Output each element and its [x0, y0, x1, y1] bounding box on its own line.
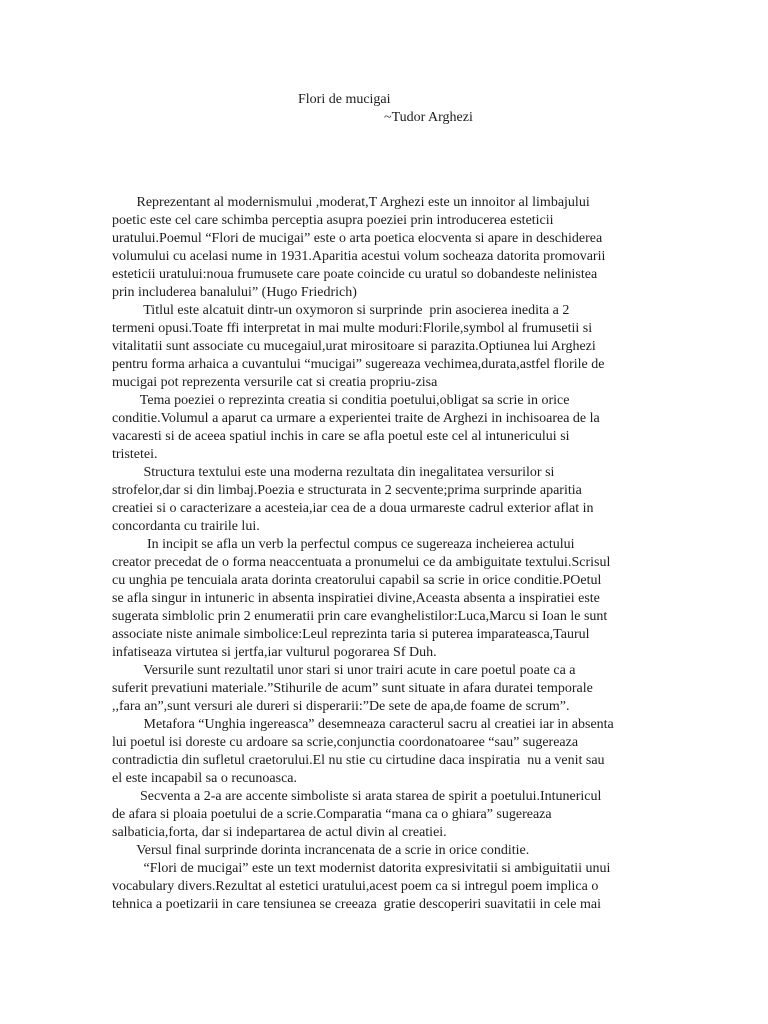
text-line: lui poetul isi doreste cu ardoare sa scrie,conjunctia coordonatoaree “sau” sugereaza: [112, 735, 579, 750]
text-line: cu unghia pe tencuiala arata dorinta creatorului capabil sa scrie in orice conditie.POetul: [112, 573, 602, 588]
text-line: In incipit se afla un verb la perfectul compus ce sugereaza incheierea actului: [112, 537, 575, 552]
text-line: ,,fara an”,sunt versuri ale dureri si disperarii:”De sete de apa,de foame de scrum”.: [112, 699, 570, 714]
text-line: Secventa a 2-a are accente simboliste si arata starea de spirit a poetului.Intunericul: [112, 789, 602, 804]
text-line: mucigai pot reprezenta versurile cat si creatia propriu-zisa: [112, 375, 438, 390]
text-line: termeni opusi.Toate ffi interpretat in mai multe moduri:Florile,symbol al frumusetii si: [112, 321, 593, 336]
document-body: [112, 194, 656, 914]
text-line: concordanta cu trairile lui.: [112, 519, 260, 534]
text-line: vocabulary divers.Rezultat al estetici uratului,acest poem ca si intregul poem implica o: [112, 879, 599, 894]
text-line: Metafora “Unghia ingereasca” desemneaza caracterul sacru al creatiei iar in absenta: [112, 717, 614, 732]
text-line: tristetei.: [112, 447, 158, 462]
text-line: uratului.Poemul “Flori de mucigai” este o arta poetica elocventa si apare in deschiderea: [112, 231, 603, 246]
text-line: “Flori de mucigai” este un text modernist datorita expresivitatii si ambiguitatii unui: [112, 861, 611, 876]
text-line: vacaresti si de aceea spatiul inchis in care se afla poetul este cel al intunericului si: [112, 429, 570, 444]
text-line: infatiseaza virtutea si jertfa,iar vulturul pogorarea Sf Duh.: [112, 645, 437, 660]
text-line: sugerata simblolic prin 2 enumeratii prin care evanghelistilor:Luca,Marcu si Ioan le sunt: [112, 609, 608, 624]
text-line: de afara si ploaia poetului de a scrie.Comparatia “mana ca o ghiara” sugereaza: [112, 807, 552, 822]
text-line: creatiei si o caracterizare a acesteia,iar cea de a doua urmareste cadrul exterior aflat in: [112, 501, 594, 516]
text-line: Tema poeziei o reprezinta creatia si conditia poetului,obligat sa scrie in orice: [112, 393, 570, 408]
text-line: se afla singur in intuneric in absenta inspiratiei divine,Aceasta absenta a inspiratiei este: [112, 591, 600, 606]
text-line: Versul final surprinde dorinta incrancenata de a scrie in orice conditie.: [112, 843, 530, 858]
text-line: esteticii uratului:noua frumusete care poate coincide cu uratul so dobandeste nelinistea: [112, 267, 598, 282]
text-line: Titlul este alcatuit dintr-un oxymoron si surprinde prin asocierea inedita a 2: [112, 303, 570, 318]
text-line: volumului cu acelasi nume in 1931.Aparitia acestui volum socheaza datorita promovarii: [112, 249, 606, 264]
text-line: Versurile sunt rezultatil unor stari si unor trairi acute in care poetul poate ca a: [112, 663, 576, 678]
text-line: Reprezentant al modernismului ,moderat,T Arghezi este un innoitor al limbajului: [112, 195, 590, 210]
text-line: poetic este cel care schimba perceptia asupra poeziei prin introducerea esteticii: [112, 213, 554, 228]
text-line: prin includerea banalului” (Hugo Friedrich): [112, 285, 357, 300]
text-line: conditie.Volumul a aparut ca urmare a experientei traite de Arghezi in inchisoarea de la: [112, 411, 600, 426]
text-line: associate niste animale simbolice:Leul reprezinta taria si puterea imparateasca,Taurul: [112, 627, 590, 642]
document-title: Flori de mucigai: [298, 92, 391, 107]
text-line: creator precedat de o forma neaccentuata a pronumelui ce da ambiguitate textului.Scrisul: [112, 555, 611, 570]
document-author: ~Tudor Arghezi: [384, 110, 473, 125]
text-line: salbaticia,forta, dar si indepartarea de actul divin al creatiei.: [112, 825, 447, 840]
text-line: Structura textului este una moderna rezultata din inegalitatea versurilor si: [112, 465, 555, 480]
text-line: pentru forma arhaica a cuvantului “mucigai” sugereaza vechimea,durata,astfel florile de: [112, 357, 605, 372]
text-line: tehnica a poetizarii in care tensiunea se creeaza gratie descoperiri suavitatii in cele mai: [112, 897, 601, 912]
text-line: el este incapabil sa o recunoasca.: [112, 771, 298, 786]
text-line: vitalitatii sunt associate cu mucegaiul,urat mirositoare si parazita.Optiunea lui Arghezi: [112, 339, 596, 354]
text-line: contradictia din sufletul craetorului.El nu stie cu cirtudine daca inspiratia nu a venit sau: [112, 753, 605, 768]
text-line: strofelor,dar si din limbaj.Poezia e structurata in 2 secvente;prima surprinde aparitia: [112, 483, 582, 498]
text-line: suferit prevatiuni materiale.”Stihurile de acum” sunt situate in afara duratei temporale: [112, 681, 593, 696]
